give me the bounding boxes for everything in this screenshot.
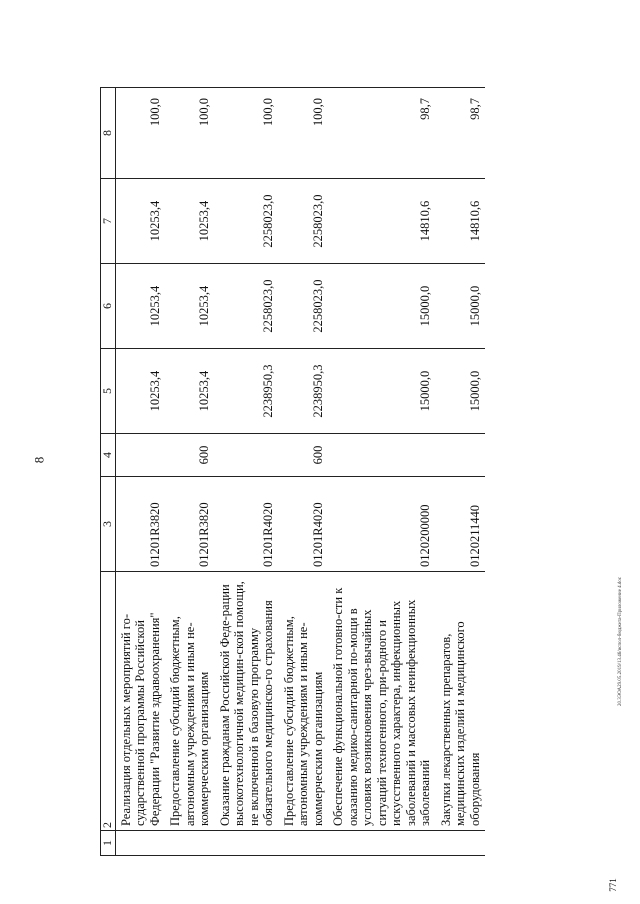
table-row: [436, 88, 486, 856]
header-cell-8: 8: [101, 88, 116, 179]
row-value-7: 10253,4: [165, 179, 215, 264]
row-percent: 100,0: [215, 88, 279, 179]
footer-file-path: 20.3ЭОА29.05.2019/13.46/испол-бюджета-Приложение 4.doc: [618, 576, 623, 706]
row-name: Закупки лекарственных препаратов, медицинских изделий и медицинского оборудования: [436, 572, 486, 831]
row-code: 01201R3820: [165, 477, 215, 572]
row-cell-blank: [215, 831, 279, 856]
row-kvr: [436, 434, 486, 477]
table-row: [165, 88, 215, 856]
header-cell-7: 7: [101, 179, 116, 264]
row-value-7: 10253,4: [115, 179, 165, 264]
row-kvr: [115, 434, 165, 477]
row-value-5: 10253,4: [115, 349, 165, 434]
row-value-5: 10253,4: [165, 349, 215, 434]
header-cell-5: 5: [101, 349, 116, 434]
table-row: [328, 88, 436, 856]
header-cell-3: 3: [101, 477, 116, 572]
budget-table: [100, 87, 485, 856]
row-name: Оказание гражданам Российской Феде-рации высокотехнологичной медицин-ской помощи, не включенной в базовую программу обязательного медицинско-го страхования: [215, 572, 279, 831]
row-code: 01201R3820: [115, 477, 165, 572]
header-row: [101, 88, 116, 856]
row-value-6: 2258023,0: [215, 264, 279, 349]
row-percent: 100,0: [279, 88, 329, 179]
row-cell-blank: [436, 831, 486, 856]
row-value-5: 2238950,3: [215, 349, 279, 434]
row-cell-blank: [115, 831, 165, 856]
row-percent: 98,7: [436, 88, 486, 179]
row-value-5: 15000,0: [436, 349, 486, 434]
row-value-7: 2258023,0: [279, 179, 329, 264]
row-name: Реализация отдельных мероприятий го-сударственной программы Российской Федерации "Развитие здравоохранения": [115, 572, 165, 831]
header-cell-4: 4: [101, 434, 116, 477]
header-cell-6: 6: [101, 264, 116, 349]
row-cell-blank: [328, 831, 436, 856]
table-row: [215, 88, 279, 856]
row-kvr: 600: [279, 434, 329, 477]
row-code: 01201R4020: [279, 477, 329, 572]
row-value-6: 10253,4: [115, 264, 165, 349]
row-percent: 100,0: [115, 88, 165, 179]
row-name: Предоставление субсидий бюджетным, автономным учреждениям и иным не-коммерческим организациям: [279, 572, 329, 831]
row-code: 01201R4020: [215, 477, 279, 572]
row-name: Обеспечение функциональной готовно-сти к оказанию медико-санитарной по-мощи в условиях возникновения чрез-вычайных ситуаций техногенного, при-родного и искусственного характера, инфекционных заболеваний и массовых неинфекционных заболеваний: [328, 572, 436, 831]
row-kvr: [328, 434, 436, 477]
row-value-6: 2258023,0: [279, 264, 329, 349]
row-value-5: 2238950,3: [279, 349, 329, 434]
row-value-6: 15000,0: [328, 264, 436, 349]
header-cell-2: 2: [101, 572, 116, 831]
row-percent: 100,0: [165, 88, 215, 179]
row-code: 0120200000: [328, 477, 436, 572]
row-value-5: 15000,0: [328, 349, 436, 434]
row-value-6: 15000,0: [436, 264, 486, 349]
row-value-6: 10253,4: [165, 264, 215, 349]
page-number: 8: [31, 456, 47, 464]
header-cell-1: 1: [101, 831, 116, 856]
row-kvr: [215, 434, 279, 477]
row-value-7: 14810,6: [436, 179, 486, 264]
row-cell-blank: [279, 831, 329, 856]
row-name: Предоставление субсидий бюджетным, автономным учреждениям и иным не-коммерческим организациям: [165, 572, 215, 831]
row-code: 0120211440: [436, 477, 486, 572]
row-value-7: 2258023,0: [215, 179, 279, 264]
row-cell-blank: [165, 831, 215, 856]
row-percent: 98,7: [328, 88, 436, 179]
row-value-7: 14810,6: [328, 179, 436, 264]
table-row: [115, 88, 165, 856]
row-kvr: 600: [165, 434, 215, 477]
bottom-page-mark: 771: [607, 878, 618, 892]
table-row: [279, 88, 329, 856]
